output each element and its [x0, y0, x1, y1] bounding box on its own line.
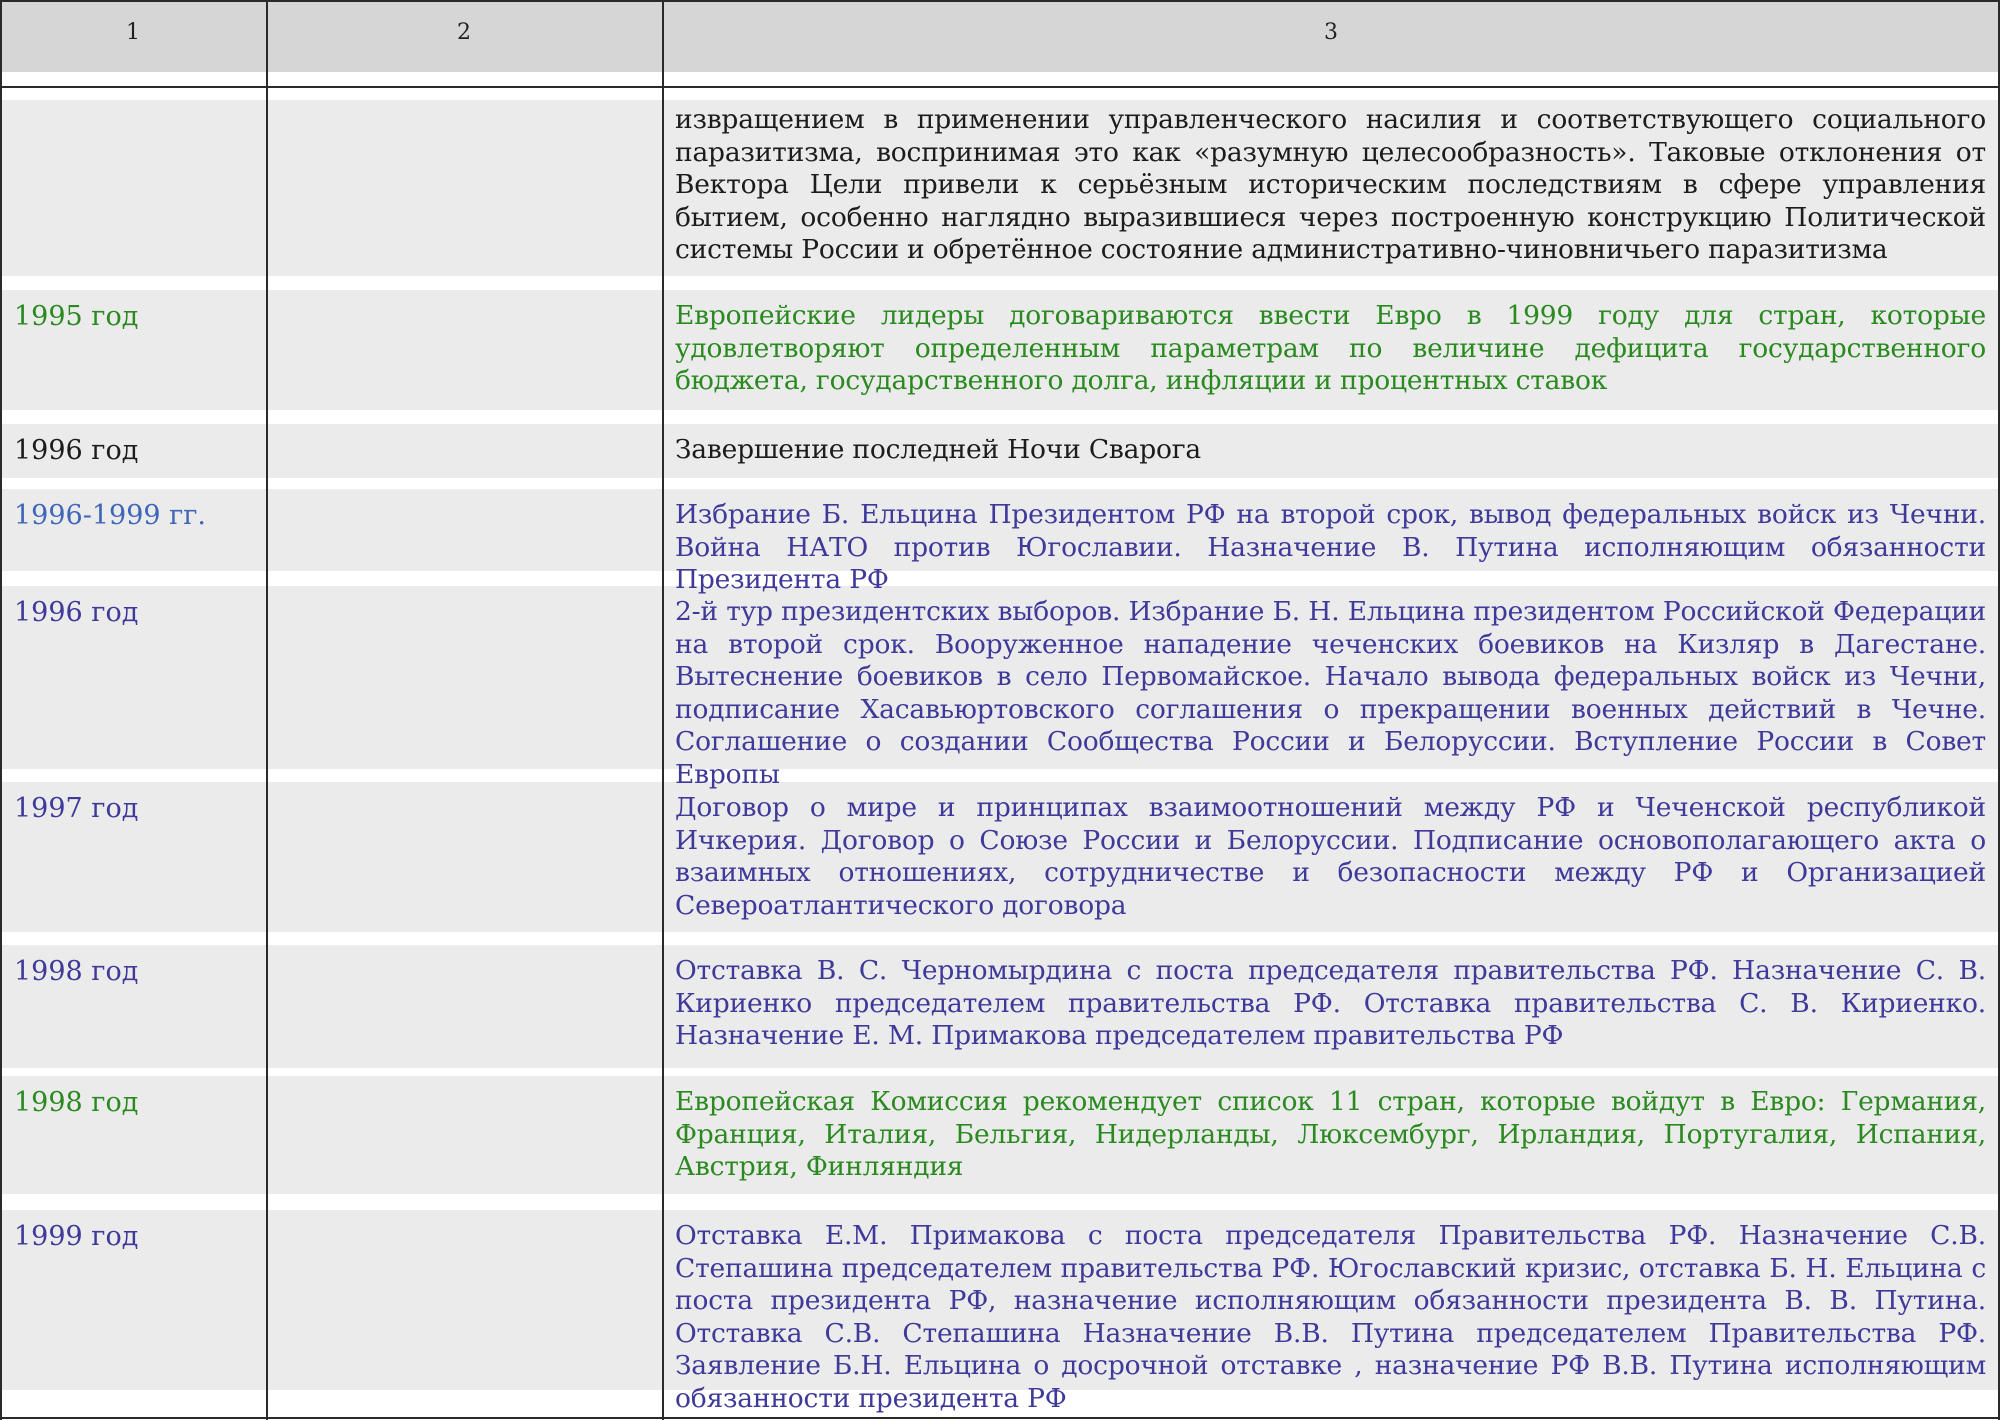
- header-bottom-border: [0, 86, 2000, 88]
- column-divider-2: [662, 0, 664, 1420]
- row-event-text: Завершение последней Ночи Сварога: [675, 434, 1202, 465]
- row-year: 1998 год: [14, 1087, 139, 1118]
- row-year: 1996-1999 гг.: [14, 500, 207, 531]
- table-bottom-border: [0, 1417, 2000, 1419]
- row-event-text: Европейская Комиссия рекомендует список 11 стран, которые войдут в Евро: Германия, Франция, Италия, Бельгия, Нидерланды, Люксембург, Ирландия, Португалия, Испания, Австрия, Финляндия: [675, 1086, 1986, 1183]
- row-year: 1999 год: [14, 1221, 139, 1252]
- row-year: 1997 год: [14, 793, 139, 824]
- table-left-border: [0, 0, 2, 1420]
- column-divider-1: [266, 0, 268, 1420]
- row-year: 1995 год: [14, 301, 139, 332]
- row-event-text: Отставка В. С. Черномырдина с поста председателя правительства РФ. Назначение С. В. Кириенко председателем правительства РФ. Отставка правительства С. В. Кириенко. Назначение Е. М. Примакова председателем правительства РФ: [675, 955, 1986, 1052]
- row-event-text: Отставка Е.М. Примакова с поста председателя Правительства РФ. Назначение С.В. Степашина председателем правительства РФ. Югославский кризис, отставка Б. Н. Ельцина с поста президента РФ, назначение исполняющим обязанности президента В. В. Путина. Отставка С.В. Степашина Назначение В.В. Путина председателем Правительства РФ. Заявление Б.Н. Ельцина о досрочной отставке , назначение РФ В.В. Путина исполняющим обязанности президента РФ: [675, 1220, 1986, 1414]
- header-col-3: 3: [1324, 20, 1338, 45]
- row-year: 1998 год: [14, 956, 139, 987]
- row-year: 1996 год: [14, 435, 139, 466]
- table-top-border: [0, 0, 2000, 2]
- row-event-text: извращением в применении управленческого насилия и соответствующего социального паразитизма, воспринимая это как «разумную целесообразность». Таковые отклонения от Вектора Цели привели к серьёзным историческим последствиям в сфере управления бытием, особенно наглядно выразившиеся через построенную конструкцию Политической системы России и обретённое состояние административно-чиновничьего паразитизма: [675, 104, 1986, 266]
- row-year: 1996 год: [14, 597, 139, 628]
- header-col-2: 2: [457, 20, 471, 45]
- row-event-text: Избрание Б. Ельцина Президентом РФ на второй срок, вывод федеральных войск из Чечни. Война НАТО против Югославии. Назначение В. Путина исполняющим обязанности Президента РФ: [675, 499, 1986, 596]
- row-event-text: 2-й тур президентских выборов. Избрание Б. Н. Ельцина президентом Российской Федерации на второй срок. Вооруженное нападение чеченских боевиков на Кизляр в Дагестане. Вытеснение боевиков в село Первомайское. Начало вывода федеральных войск из Чечни, подписание Хасавьюртовского соглашения о прекращении военных действий в Чечне. Соглашение о создании Сообщества России и Белоруссии. Вступление России в Совет Европы: [675, 596, 1986, 790]
- row-event-text: Европейские лидеры договариваются ввести Евро в 1999 году для стран, которые удовлетворяют определенным параметрам по величине дефицита государственного бюджета, государственного долга, инфляции и процентных ставок: [675, 300, 1986, 397]
- header-col-1: 1: [126, 20, 140, 45]
- row-event-text: Договор о мире и принципах взаимоотношений между РФ и Чеченской республикой Ичкерия. Договор о Союзе России и Белоруссии. Подписание основополагающего акта о взаимных отношениях, сотрудничестве и безопасности между РФ и Организацией Североатлантического договора: [675, 792, 1986, 921]
